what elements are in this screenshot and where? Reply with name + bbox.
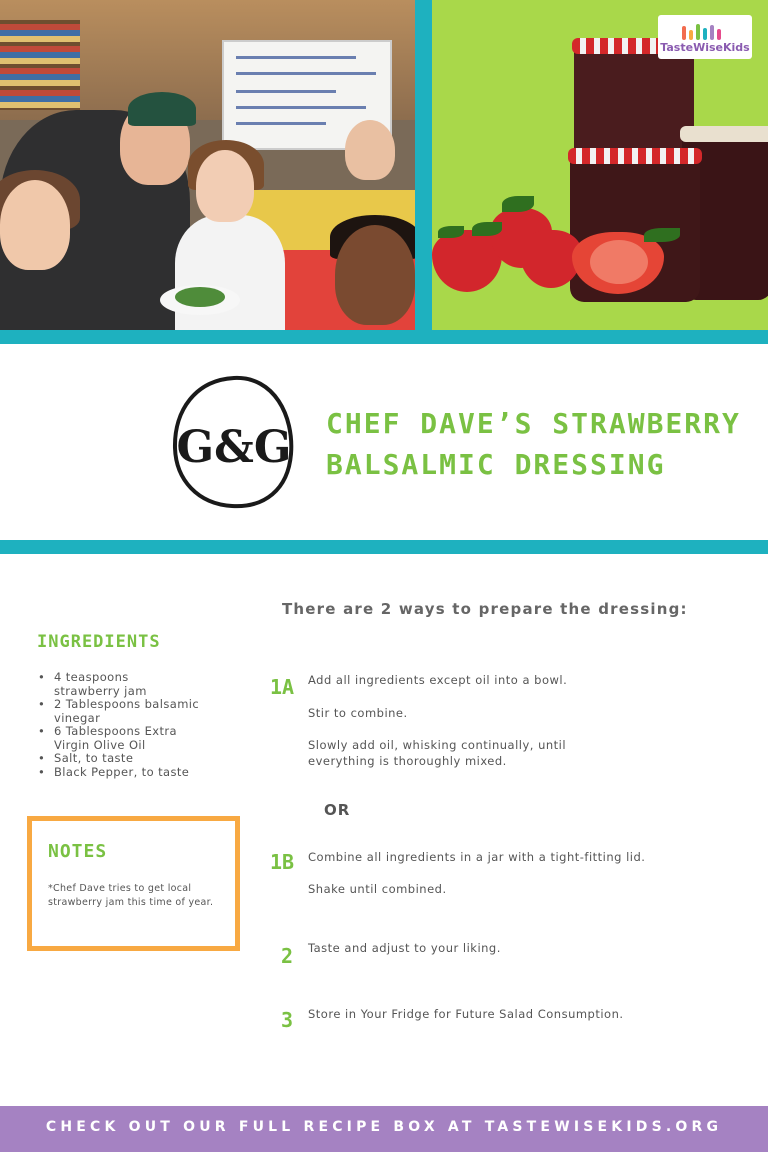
brand-logo-text: TasteWiseKids: [660, 41, 750, 54]
title-line-1: CHEF DAVE’S STRAWBERRY: [326, 407, 741, 440]
step-text: Stir to combine.: [308, 706, 408, 720]
ingredients-heading: INGREDIENTS: [37, 632, 161, 652]
step-text: Taste and adjust to your liking.: [308, 941, 501, 955]
step-text: Shake until combined.: [308, 882, 447, 896]
step-number-3: 3: [281, 1008, 294, 1032]
step-text: Slowly add oil, whisking continually, until everything is thoroughly mixed.: [308, 738, 567, 768]
footer-banner[interactable]: [0, 1106, 768, 1152]
step-text: Combine all ingredients in a jar with a tight-fitting lid.: [308, 850, 646, 864]
gg-logo: [170, 372, 298, 512]
step-text: Add all ingredients except oil into a bowl.: [308, 673, 568, 687]
ingredient-item: • Black Pepper, to taste: [38, 766, 238, 780]
classroom-photo: [0, 0, 415, 330]
utensils-icon: [682, 21, 730, 39]
footer-link[interactable]: CHECK OUT OUR FULL RECIPE BOX AT TASTEWISEKIDS.ORG: [45, 1119, 723, 1135]
notes-text: *Chef Dave tries to get local strawberry jam this time of year.: [48, 883, 214, 908]
method-intro: There are 2 ways to prepare the dressing:: [282, 600, 688, 618]
ingredient-item: • Salt, to taste: [38, 752, 238, 766]
page-title: [326, 403, 746, 485]
title-line-2: BALSALMIC DRESSING: [326, 448, 666, 481]
divider-strip: [0, 540, 768, 554]
notes-box: [27, 816, 240, 951]
step-text: Store in Your Fridge for Future Salad Consumption.: [308, 1007, 624, 1021]
tastewisekids-logo[interactable]: [658, 15, 752, 59]
ingredient-item: • 6 Tablespoons Extra Virgin Olive Oil: [38, 725, 238, 752]
notes-heading: NOTES: [48, 841, 108, 862]
or-label: OR: [324, 801, 351, 819]
ingredient-item: • 4 teaspoons strawberry jam: [38, 671, 238, 698]
photo-band: [0, 0, 768, 344]
ingredients-list: [38, 671, 238, 779]
step-number-1b: 1B: [270, 850, 295, 874]
step-number-2: 2: [281, 944, 294, 968]
step-number-1a: 1A: [270, 675, 295, 699]
ingredient-item: • 2 Tablespoons balsamic vinegar: [38, 698, 238, 725]
gg-logo-text: G&G: [176, 422, 292, 473]
